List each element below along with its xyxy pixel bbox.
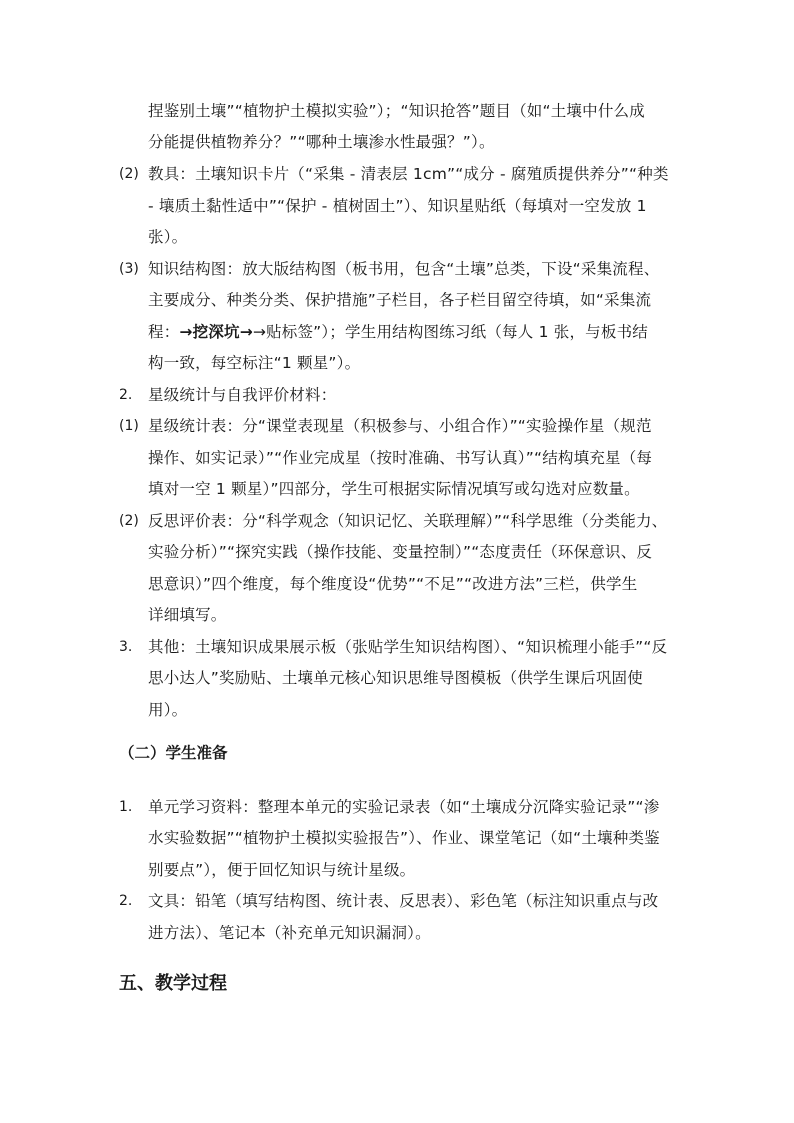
tools-item3-line3-start: 程： [148,323,180,341]
star-item1-line2: 操作、如实记录）”“作业完成星（按时准确、书写认真）”“结构填充星（每 [148,449,653,467]
star-item1-line3: 填对一空 1 颗星）”四部分，学生可根据实际情况填写或勾选对应数量。 [148,480,640,498]
tools-item3-marker: (3) [119,261,139,277]
tools-item3-line2: 主要成分、种类分类、保护措施”子栏目，各子栏目留空待填，如“采集流 [148,291,652,309]
star-marker: 2. [119,387,133,403]
star-item2-line4: 详细填写。 [148,606,227,624]
star-title: 星级统计与自我评价材料： [148,386,337,404]
tools-item3-line3-bold: →挖深坑→ [179,323,253,341]
other-line1: 其他：土壤知识成果展示板（张贴学生知识结构图）、“知识梳理小能手”“反 [148,638,668,656]
student-prep-item1-marker: 1. [119,799,133,815]
tools-item3-line3 [148,322,648,342]
tools-item3-line1: 知识结构图：放大版结构图（板书用，包含“土壤”总类，下设“采集流程、 [148,260,660,278]
tools-item3-line4: 构一致，每空标注“1 颗星”）。 [148,354,361,372]
other-marker: 3. [119,639,133,655]
star-item2-marker: (2) [119,513,139,529]
tools-item2-line1: 教具：土壤知识卡片（“采集 - 清表层 1cm”“成分 - 腐殖质提供养分”“种类 [148,165,669,183]
tools-item1-continuation-line2: 分能提供植物养分？”“哪种土壤渗水性最强？”）。 [148,133,495,151]
tools-item3-line3-end: →贴标签”）；学生用结构图练习纸（每人 1 张，与板书结 [252,323,648,341]
tools-item1-continuation-line1: 捏鉴别土壤”“植物护土模拟实验”）；“知识抢答”题目（如“土壤中什么成 [148,102,645,120]
student-prep-item1-line1: 单元学习资料：整理本单元的实验记录表（如“土壤成分沉降实验记录”“渗 [148,798,660,816]
student-prep-item1-line2: 水实验数据”“植物护土模拟实验报告”）、作业、课堂笔记（如“土壤种类鉴 [148,829,660,847]
star-item2-line1: 反思评价表：分“科学观念（知识记忆、关联理解）”“科学思维（分类能力、 [148,512,668,530]
other-line3: 用）。 [148,701,188,719]
student-prep-item2-line1: 文具：铅笔（填写结构图、统计表、反思表）、彩色笔（标注知识重点与改 [148,892,659,910]
tools-item2-line2: - 壤质土黏性适中”“保护 - 植树固土”）、知识星贴纸（每填对一空发放 1 [148,197,647,215]
tools-item2-line3: 张）。 [148,228,188,246]
section5-heading: 五、教学过程 [119,973,227,994]
star-item1-line1: 星级统计表：分“课堂表现星（积极参与、小组合作）”“实验操作星（规范 [148,417,652,435]
other-line2: 思小达人”奖励贴、土壤单元核心知识思维导图模板（供学生课后巩固使 [148,669,643,687]
student-prep-item2-marker: 2. [119,893,133,909]
star-item2-line2: 实验分析）”“探究实践（操作技能、变量控制）”“态度责任（环保意识、反 [148,543,653,561]
tools-item2-marker: (2) [119,166,139,182]
star-item2-line3: 思意识）”四个维度，每个维度设“优势”“不足”“改进方法”三栏，供学生 [148,575,638,593]
student-prep-item1-line3: 别要点”），便于回忆知识与统计星级。 [148,861,416,879]
star-item1-marker: (1) [119,418,139,434]
student-prep-item2-line2: 进方法）、笔记本（补充单元知识漏洞）。 [148,924,431,942]
student-prep-heading: （二）学生准备 [119,744,228,762]
